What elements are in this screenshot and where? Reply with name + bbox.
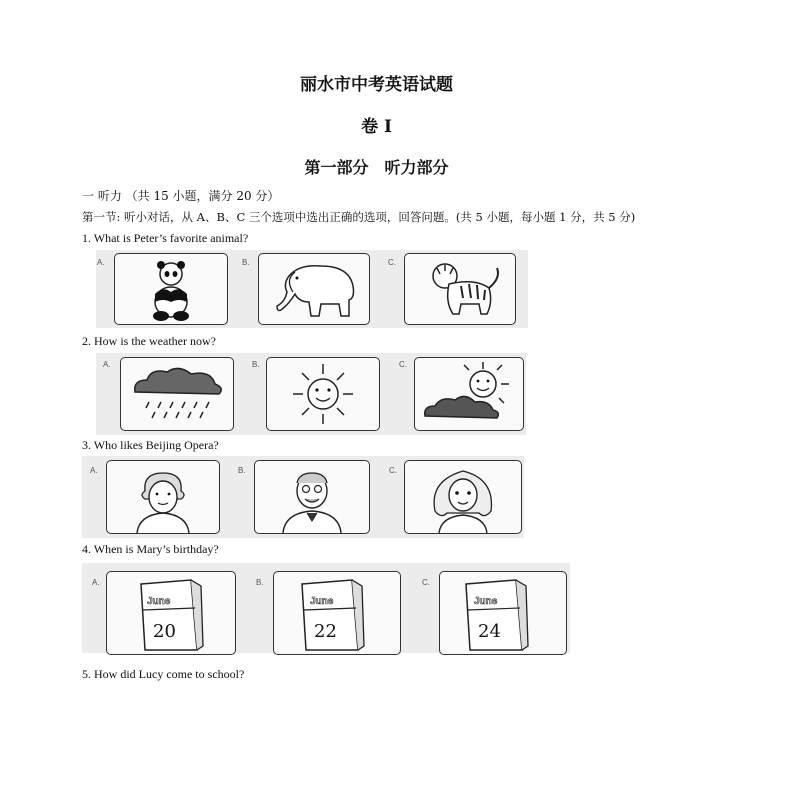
q3-option-c: [404, 460, 522, 534]
section-instruction: 第一节: 听小对话，从 A、B、C 三个选项中选出正确的选项，回答问题。(共 5 小题，每小题 1 分，共 5 分): [82, 210, 636, 224]
q1-option-a: [114, 253, 228, 325]
q4-option-c: [439, 571, 567, 655]
calendar-day-a: 20: [153, 621, 176, 642]
exam-title: 丽水市中考英语试题: [300, 75, 453, 95]
question-2: 2. How is the weather now?: [82, 334, 216, 348]
q1-option-b: [258, 253, 370, 325]
q1-option-b-label: B.: [242, 258, 250, 267]
q2-option-a-label: A.: [103, 360, 111, 369]
q3-option-b: [254, 460, 370, 534]
question-1: 1. What is Peter’s favorite animal?: [82, 231, 249, 245]
tiger-icon: [405, 254, 515, 324]
q4-option-b: [273, 571, 401, 655]
volume-label: 卷 I: [361, 117, 392, 137]
q4-option-c-label: C.: [422, 578, 430, 587]
calendar-day-b: 22: [314, 621, 337, 642]
q3-option-a: [106, 460, 220, 534]
section-heading: 一 听力 （共 15 小题，满分 20 分）: [82, 189, 280, 203]
q3-option-a-label: A.: [90, 466, 98, 475]
question-4: 4. When is Mary’s birthday?: [82, 542, 219, 556]
old-woman-icon: [107, 461, 219, 533]
girl-icon: [405, 461, 521, 533]
panda-icon: [115, 254, 227, 324]
part-heading: 第一部分 听力部分: [304, 158, 449, 177]
q1-option-a-label: A.: [97, 258, 105, 267]
question-5: 5. How did Lucy come to school?: [82, 667, 245, 681]
q2-option-b-label: B.: [252, 360, 260, 369]
calendar-month-c: June: [474, 596, 498, 607]
calendar-icon: [107, 572, 235, 654]
q2-option-c-label: C.: [399, 360, 407, 369]
calendar-icon: [274, 572, 400, 654]
q2-option-c: [414, 357, 524, 431]
q1-option-c: [404, 253, 516, 325]
sun-cloud-icon: [415, 358, 523, 430]
q4-option-a: [106, 571, 236, 655]
old-man-icon: [255, 461, 369, 533]
q3-option-b-label: B.: [238, 466, 246, 475]
q4-option-a-label: A.: [92, 578, 100, 587]
q1-option-c-label: C.: [388, 258, 396, 267]
sun-icon: [267, 358, 379, 430]
rain-cloud-icon: [121, 358, 233, 430]
calendar-day-c: 24: [478, 621, 501, 642]
calendar-month-b: June: [310, 596, 334, 607]
elephant-icon: [259, 254, 369, 324]
q2-option-b: [266, 357, 380, 431]
q4-option-b-label: B.: [256, 578, 264, 587]
calendar-month-a: June: [147, 596, 171, 607]
q2-option-a: [120, 357, 234, 431]
calendar-icon: [440, 572, 566, 654]
question-3: 3. Who likes Beijing Opera?: [82, 438, 219, 452]
q3-option-c-label: C.: [389, 466, 397, 475]
